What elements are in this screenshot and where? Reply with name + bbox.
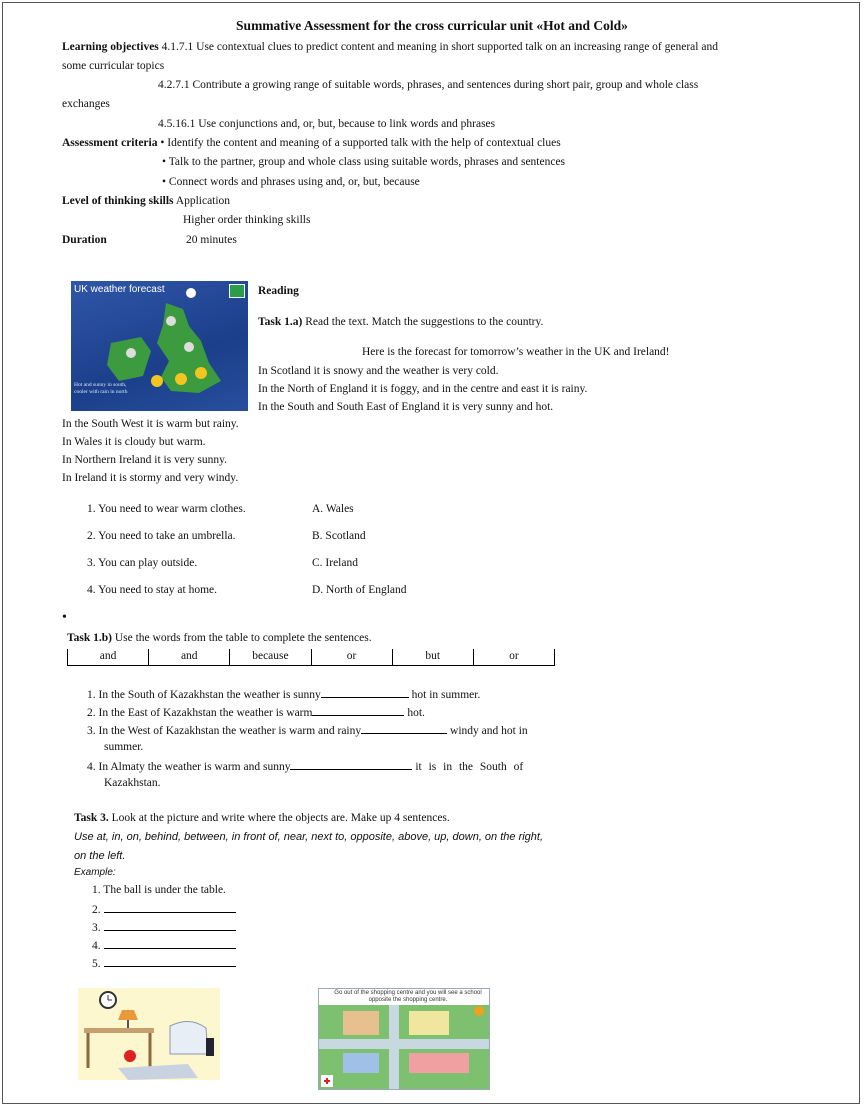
forecast-line: In Wales it is cloudy but warm. — [62, 436, 206, 448]
answer-number: 3. — [92, 922, 101, 934]
suggestion-item: 3. You can play outside. — [87, 557, 198, 569]
answer-number: 5. — [92, 958, 101, 970]
word-cell: and — [68, 649, 149, 666]
answer-number: 2. — [92, 904, 101, 916]
map-caption: UK weather forecast — [74, 284, 165, 295]
shopping-centre-map — [318, 988, 490, 1090]
ac3: • Connect words and phrases using and, or, but, because — [162, 176, 420, 188]
answer-blank[interactable] — [290, 759, 412, 770]
lo-label: Learning objectives — [62, 41, 159, 53]
thinking-skills — [62, 195, 230, 207]
sentence-text: windy and hot in — [450, 725, 528, 737]
ac1: • Identify the content and meaning of a supported talk with the help of contextual clues — [160, 137, 561, 149]
lo3-line: 4.5.16.1 Use conjunctions and, or, but, because to link words and phrases — [158, 118, 496, 130]
lo1-line-a: 4.1.7.1 Use contextual clues to predict content and meaning in short supported talk on an increasing range of general and — [161, 41, 718, 53]
country-item: A. Wales — [312, 503, 354, 515]
lt-label: Level of thinking skills — [62, 195, 174, 207]
map-header — [319, 989, 489, 1005]
sentence-text: it is in the South of — [415, 761, 524, 773]
task-1b — [67, 632, 372, 644]
answer-number: 4. — [92, 940, 101, 952]
lo2-line-a: 4.2.7.1 Contribute a growing range of suitable words, phrases, and sentences during short pair, group and whole class — [158, 79, 699, 91]
suggestion-item: 2. You need to take an umbrella. — [87, 530, 236, 542]
ac2: • Talk to the partner, group and whole class using suitable words, phrases and sentences — [162, 156, 566, 168]
sentence-text: 1. In the South of Kazakhstan the weather is sunny — [87, 689, 321, 701]
duration — [62, 234, 107, 246]
word-cell: because — [230, 649, 311, 666]
dur-label: Duration — [62, 234, 107, 246]
uk-weather-map-image — [71, 281, 248, 411]
task-1a-label: Task 1.a) — [258, 316, 303, 328]
map-header-text: Go out of the shopping centre and you will see a school opposite the shopping centre. — [334, 990, 482, 1003]
suggestion-item: 4. You need to stay at home. — [87, 584, 218, 596]
lo1-line-b: some curricular topics — [62, 60, 165, 72]
ac-label: Assessment criteria — [62, 137, 158, 149]
word-table — [67, 649, 555, 666]
country-item: C. Ireland — [312, 557, 358, 569]
sentence-text: 3. In the West of Kazakhstan the weather is warm and rainy — [87, 725, 362, 737]
sentence-2 — [87, 705, 425, 719]
lt2: Higher order thinking skills — [183, 214, 311, 226]
sentence-text: 4. In Almaty the weather is warm and sunny — [87, 761, 291, 773]
answer-line[interactable] — [104, 938, 236, 949]
preposition-list-cont: on the left. — [74, 850, 126, 862]
country-item: B. Scotland — [312, 530, 366, 542]
task-3-text: Look at the picture and write where the objects are. Make up 4 sentences. — [111, 812, 450, 824]
country-item: D. North of England — [312, 584, 407, 596]
task-1a — [258, 316, 543, 328]
answer-line[interactable] — [104, 920, 236, 931]
street-illustration — [319, 1005, 489, 1089]
room-illustration — [78, 988, 220, 1080]
sentence-text: 2. In the East of Kazakhstan the weather is warm — [87, 707, 313, 719]
preposition-list: Use at, in, on, behind, between, in front of, near, next to, opposite, above, up, down, on the right, — [74, 831, 544, 843]
sentence-4-cont: Kazakhstan. — [104, 777, 161, 789]
answer-blank[interactable] — [361, 723, 447, 734]
lo2-line-b: exchanges — [62, 98, 110, 110]
answer-blank[interactable] — [321, 687, 409, 698]
sentence-1 — [87, 687, 480, 701]
word-cell: or — [474, 649, 555, 666]
task-1b-text: Use the words from the table to complete the sentences. — [114, 632, 372, 644]
bullet: • — [62, 610, 67, 625]
answer-line-row — [92, 938, 236, 952]
sentence-3 — [87, 723, 528, 737]
answer-line-row — [92, 956, 236, 970]
task-1a-text: Read the text. Match the suggestions to the country. — [305, 316, 544, 328]
answer-blank[interactable] — [312, 705, 404, 716]
answer-line[interactable] — [104, 956, 236, 967]
learning-objectives — [62, 41, 718, 53]
task-3-label: Task 3. — [74, 812, 109, 824]
forecast-intro: Here is the forecast for tomorrow’s weather in the UK and Ireland! — [362, 346, 670, 358]
forecast-line: In Northern Ireland it is very sunny. — [62, 454, 228, 466]
dur-value: 20 minutes — [186, 234, 237, 246]
example-sentence: 1. The ball is under the table. — [92, 884, 226, 896]
forecast-line: In Scotland it is snowy and the weather is very cold. — [258, 365, 499, 377]
answer-line-row — [92, 920, 236, 934]
reading-heading: Reading — [258, 285, 299, 297]
answer-line[interactable] — [104, 902, 236, 913]
assessment-criteria — [62, 137, 561, 149]
word-cell: but — [393, 649, 474, 666]
forecast-line: In the North of England it is foggy, and in the centre and east it is rainy. — [258, 383, 588, 395]
forecast-line: In Ireland it is stormy and very windy. — [62, 472, 239, 484]
lt1: Application — [175, 195, 231, 207]
forecast-line: In the South and South East of England it is very sunny and hot. — [258, 401, 554, 413]
sentence-3-cont: summer. — [104, 741, 144, 753]
example-label: Example: — [74, 867, 116, 878]
page-title: Summative Assessment for the cross curricular unit «Hot and Cold» — [236, 18, 628, 33]
answer-line-row — [92, 902, 236, 916]
suggestion-item: 1. You need to wear warm clothes. — [87, 503, 246, 515]
forecast-line: In the South West it is warm but rainy. — [62, 418, 239, 430]
sentence-4 — [87, 759, 523, 773]
word-cell: and — [149, 649, 230, 666]
task-3 — [74, 812, 450, 824]
sentence-text: hot in summer. — [411, 689, 481, 701]
task-1b-label: Task 1.b) — [67, 632, 112, 644]
word-cell: or — [312, 649, 393, 666]
room-picture — [78, 988, 220, 1080]
sentence-text: hot. — [407, 707, 425, 719]
map-note: Hot and sunny in south, cooler with rain in north — [74, 382, 128, 395]
